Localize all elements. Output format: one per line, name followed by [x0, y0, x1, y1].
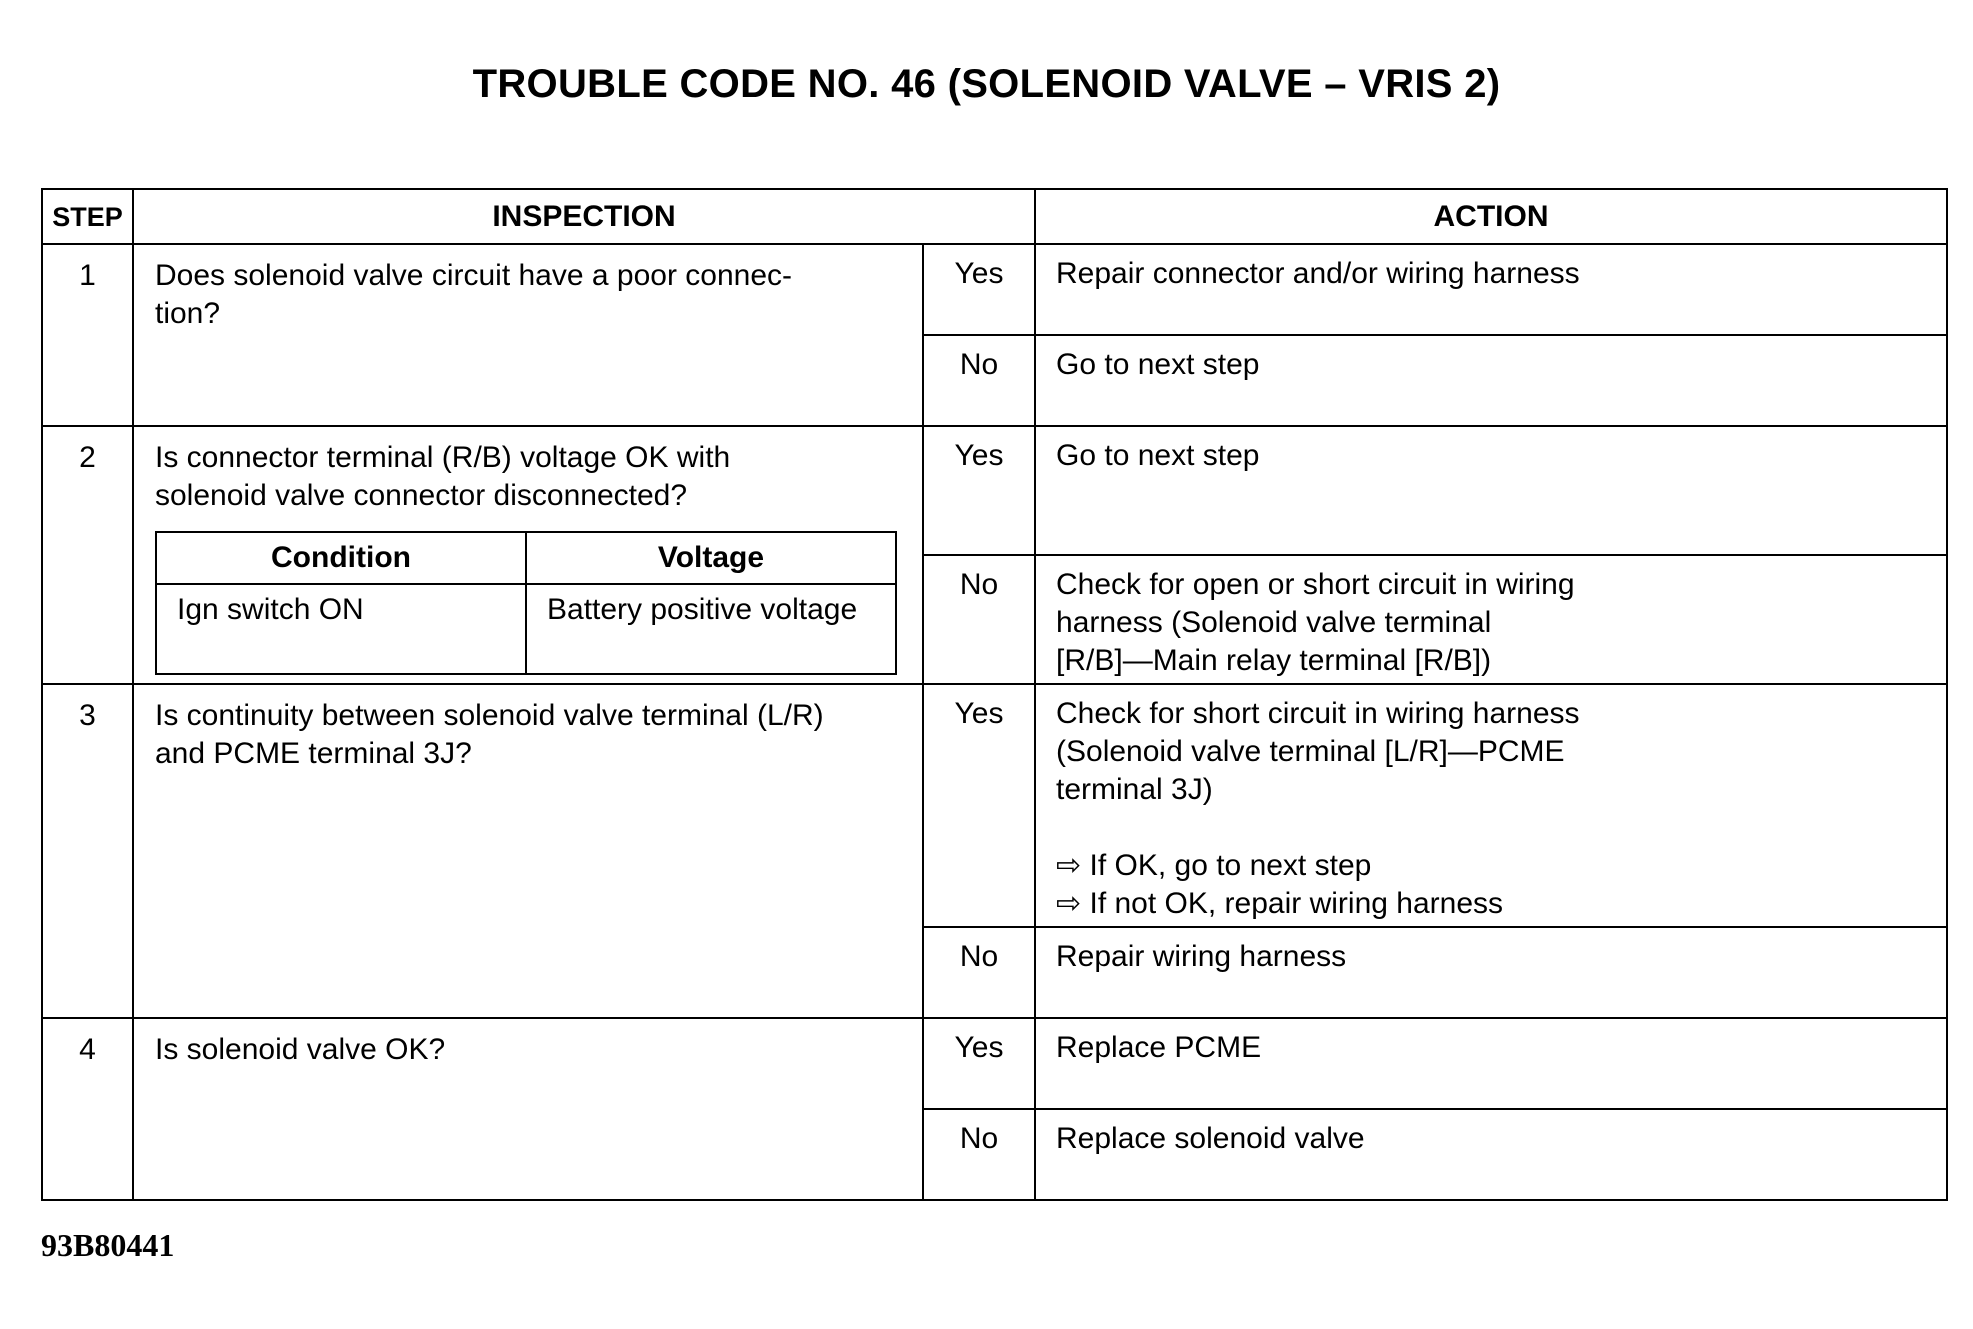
condition-header: Condition	[156, 532, 526, 584]
inspection-text	[133, 244, 923, 426]
action-line: [R/B]—Main relay terminal [R/B])	[1056, 644, 1492, 677]
no-label: No	[923, 335, 1035, 426]
yes-action	[1035, 1018, 1947, 1109]
action-line: Check for open or short circuit in wiring	[1056, 568, 1575, 601]
yes-label: Yes	[923, 244, 1035, 335]
action-line: terminal 3J)	[1056, 773, 1213, 806]
no-label: No	[923, 927, 1035, 1018]
action-line: Go to next step	[1056, 439, 1260, 472]
yes-action	[1035, 684, 1947, 927]
action-line: ⇨ If not OK, repair wiring harness	[1056, 887, 1503, 920]
yes-action	[1035, 244, 1947, 335]
action-header: ACTION	[1035, 189, 1947, 244]
step-2-yes-row	[42, 426, 1947, 555]
header-row	[42, 189, 1947, 244]
yes-action	[1035, 426, 1947, 555]
voltage-header: Voltage	[526, 532, 896, 584]
yes-label: Yes	[923, 684, 1035, 927]
step-number: 1	[42, 244, 133, 426]
inspection-line: solenoid valve connector disconnected?	[155, 479, 688, 512]
yes-label: Yes	[923, 1018, 1035, 1109]
action-line: Go to next step	[1056, 348, 1260, 381]
step-number: 3	[42, 684, 133, 1018]
no-label: No	[923, 1109, 1035, 1200]
action-spacer	[1056, 809, 1926, 847]
trouble-code-table	[41, 188, 1948, 1201]
action-line: Repair wiring harness	[1056, 940, 1347, 973]
inspection-line: Is connector terminal (R/B) voltage OK with	[155, 441, 731, 474]
no-action	[1035, 927, 1947, 1018]
inspection-text	[133, 426, 923, 684]
inspection-line: Does solenoid valve circuit have a poor connec-	[155, 259, 793, 292]
figure-id: 93B80441	[41, 1227, 175, 1263]
action-line: Check for short circuit in wiring harness	[1056, 697, 1580, 730]
action-line: Replace PCME	[1056, 1031, 1262, 1064]
inspection-line: tion?	[155, 297, 221, 330]
inspection-line: and PCME terminal 3J?	[155, 737, 472, 770]
inspection-text	[133, 1018, 923, 1200]
action-line: ⇨ If OK, go to next step	[1056, 849, 1372, 882]
no-action	[1035, 1109, 1947, 1200]
step-number: 2	[42, 426, 133, 684]
step-header: STEP	[42, 189, 133, 244]
inspection-header: INSPECTION	[133, 189, 1035, 244]
step-4-yes-row	[42, 1018, 1947, 1109]
step-1-yes-row	[42, 244, 1947, 335]
step-3-yes-row	[42, 684, 1947, 927]
no-action	[1035, 335, 1947, 426]
condition-value: Ign switch ON	[156, 584, 526, 674]
yes-label: Yes	[923, 426, 1035, 555]
step-number: 4	[42, 1018, 133, 1200]
inspection-line: Is solenoid valve OK?	[155, 1033, 446, 1066]
action-line: Replace solenoid valve	[1056, 1122, 1365, 1155]
no-label: No	[923, 555, 1035, 684]
page-title: TROUBLE CODE NO. 46 (SOLENOID VALVE – VRIS 2)	[472, 62, 1501, 106]
action-line: harness (Solenoid valve terminal	[1056, 606, 1492, 639]
action-line: Repair connector and/or wiring harness	[1056, 257, 1580, 290]
condition-table	[155, 531, 897, 675]
voltage-value: Battery positive voltage	[526, 584, 896, 674]
inspection-text	[133, 684, 923, 1018]
no-action	[1035, 555, 1947, 684]
inspection-line: Is continuity between solenoid valve terminal (L/R)	[155, 699, 824, 732]
action-line: (Solenoid valve terminal [L/R]—PCME	[1056, 735, 1565, 768]
